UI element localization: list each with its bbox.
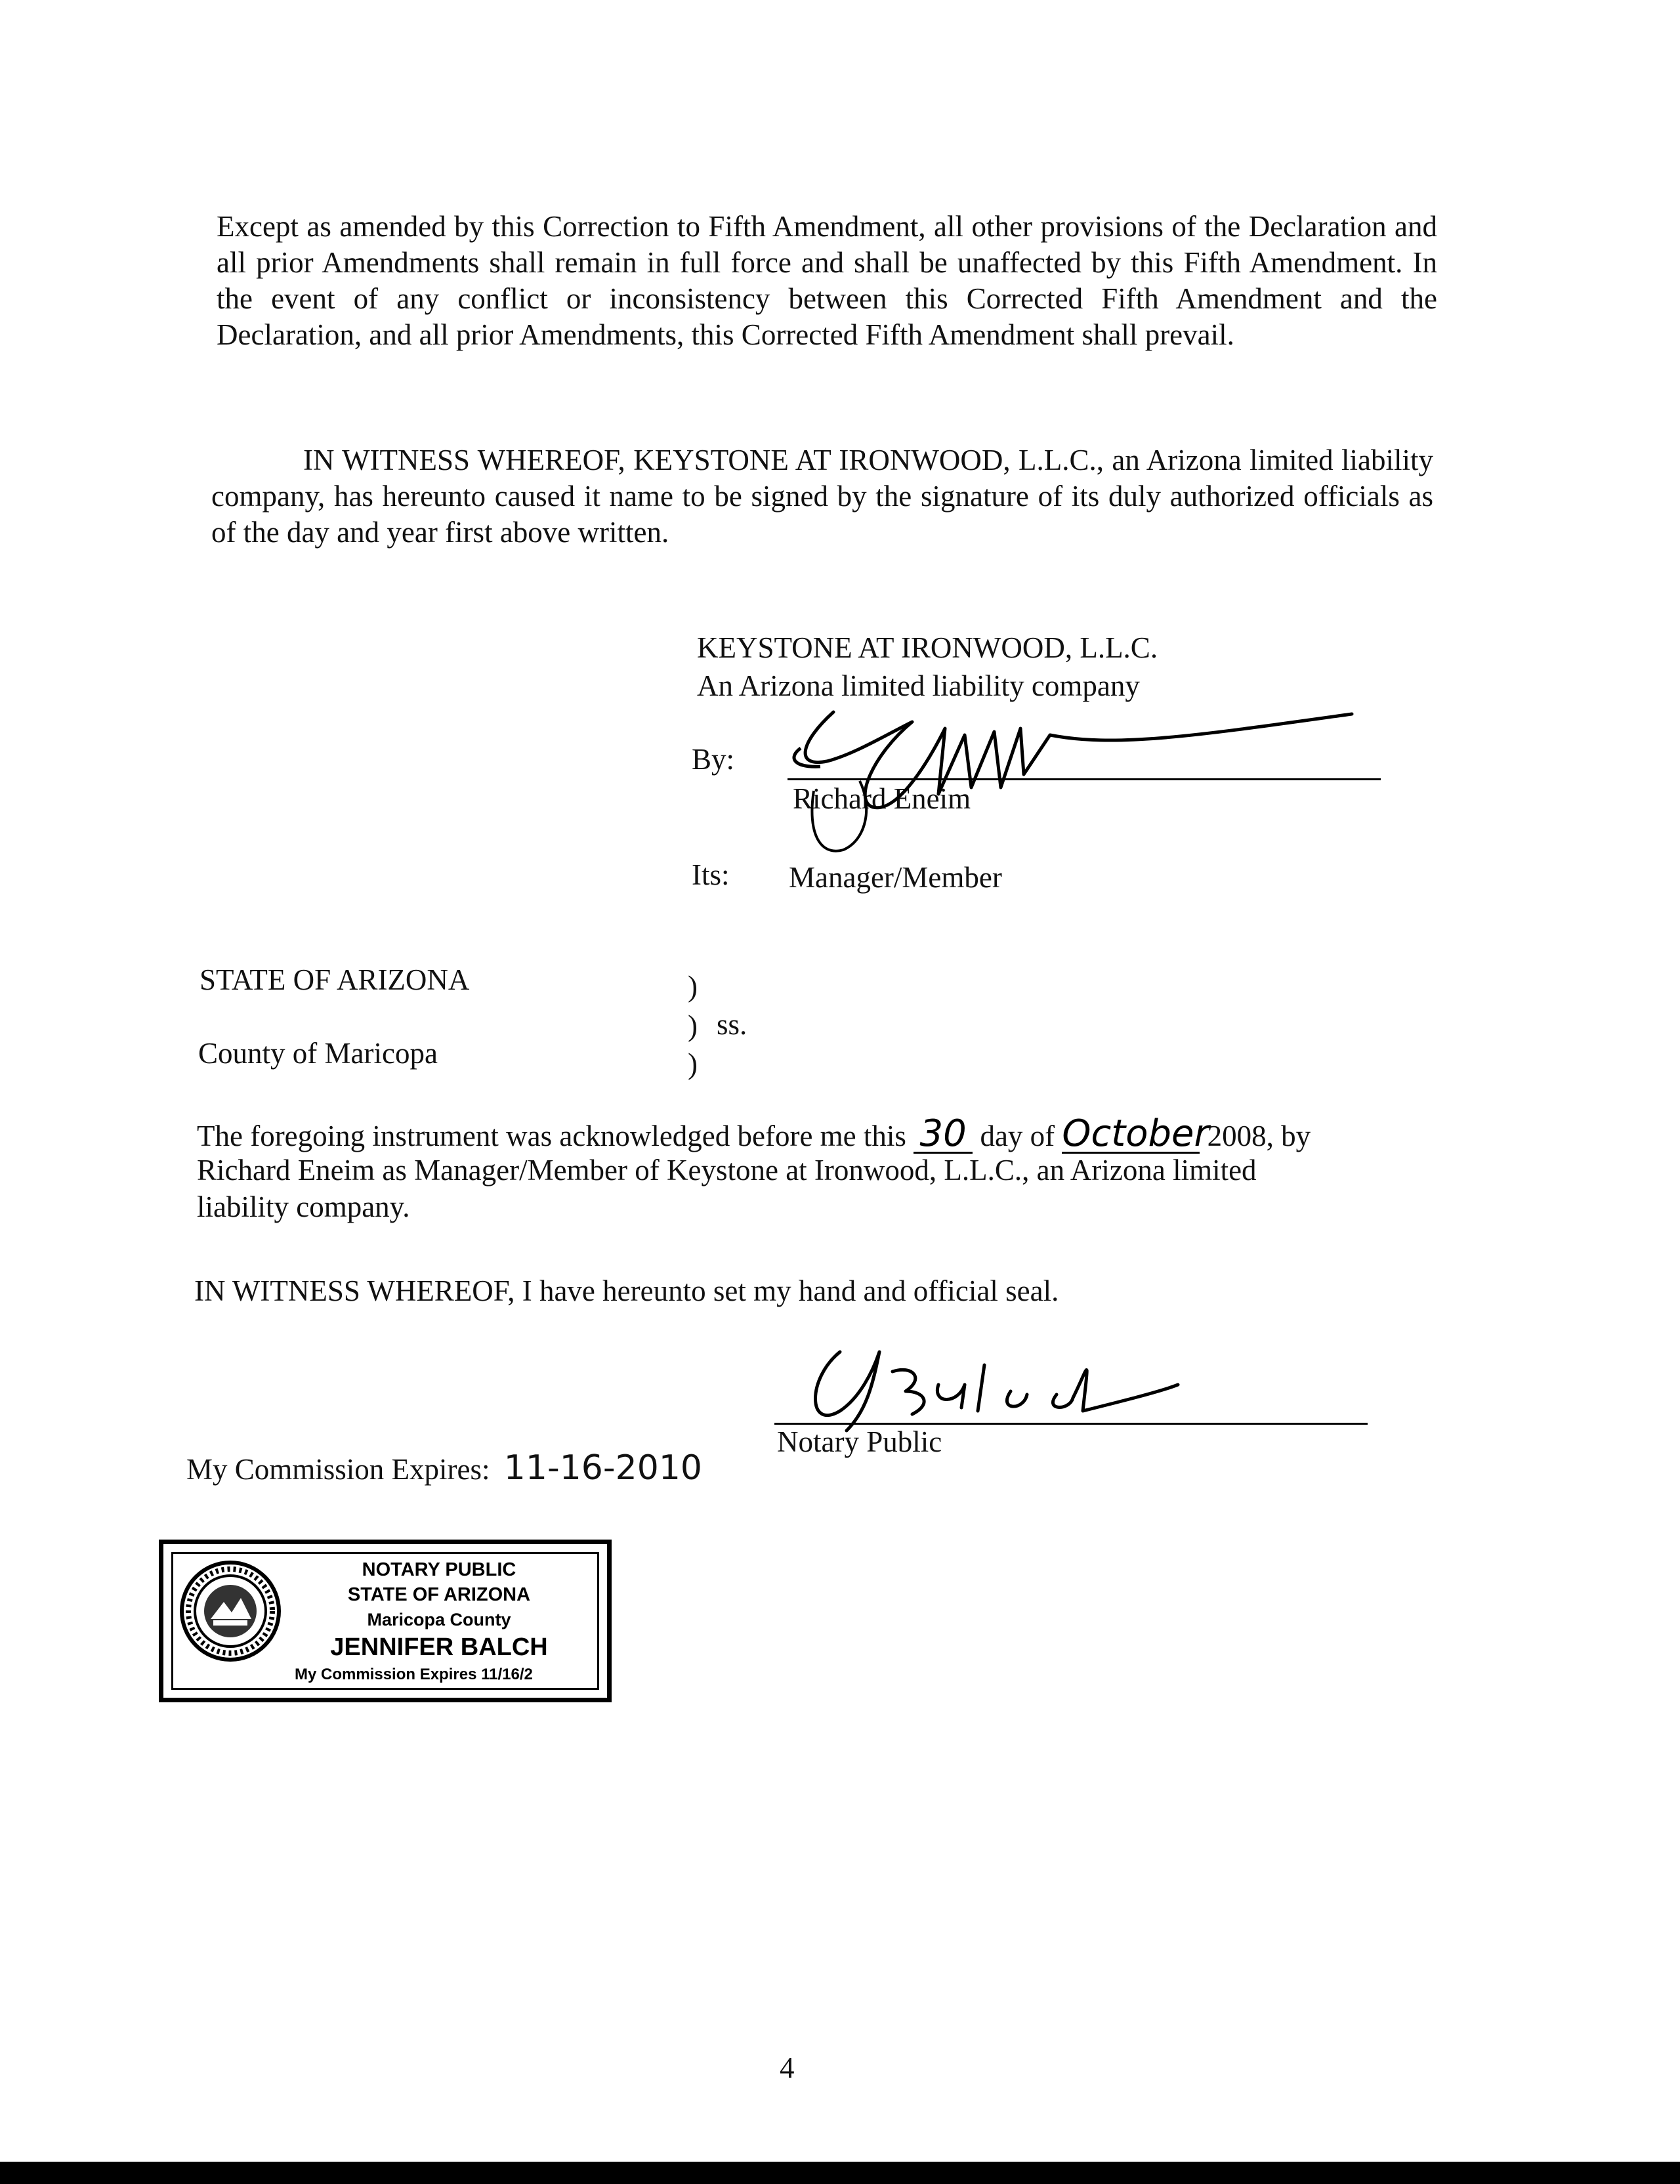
notary-label: Notary Public [777, 1425, 942, 1458]
scan-bottom-border [0, 2162, 1680, 2184]
stamp-line-5: My Commission Expires 11/16/2 [295, 1666, 533, 1683]
ack-text-before-day: The foregoing instrument was acknowledged before me this [197, 1120, 906, 1152]
stamp-line-4: JENNIFER BALCH [330, 1633, 548, 1661]
stamp-line-3: Maricopa County [367, 1610, 511, 1629]
company-name: KEYSTONE AT IRONWOOD, L.L.C. [697, 631, 1158, 664]
signer-name: Richard Eneim [793, 782, 971, 815]
stamp-line-1: NOTARY PUBLIC [362, 1559, 516, 1580]
venue-paren-2: ) [688, 1009, 698, 1042]
notary-stamp [159, 1540, 612, 1702]
commission-label: My Commission Expires: [186, 1453, 490, 1486]
acknowledgment-line-1 [197, 1112, 1431, 1155]
commission-date-handwritten: 11-16-2010 [503, 1448, 702, 1488]
company-type: An Arizona limited liability company [697, 669, 1140, 702]
paragraph-witness: IN WITNESS WHEREOF, KEYSTONE AT IRONWOOD, L.L.C., an Arizona limited liability company, has hereunto caused it name to be signed by the signature of its duly authorized officials as of the day and year first above written. [211, 444, 1433, 549]
state-label: STATE OF ARIZONA [200, 963, 470, 996]
venue-ss: ss. [717, 1008, 747, 1041]
ack-month-handwritten: October [1062, 1112, 1209, 1155]
manager-signature [774, 696, 1365, 866]
its-value: Manager/Member [789, 861, 1002, 894]
arizona-seal-icon [178, 1559, 283, 1664]
ack-day-handwritten: 30 [914, 1116, 973, 1154]
ack-text-day-of: day of [980, 1120, 1055, 1152]
venue-paren-3: ) [688, 1047, 698, 1080]
its-label: Its: [692, 858, 730, 891]
page-number: 4 [780, 2051, 795, 2084]
county-label: County of Maricopa [198, 1037, 438, 1070]
acknowledgment-line-2: Richard Eneim as Manager/Member of Keystone at Ironwood, L.L.C., an Arizona limited [197, 1154, 1257, 1186]
venue-paren-1: ) [688, 970, 698, 1003]
stamp-line-2: STATE OF ARIZONA [347, 1584, 531, 1605]
stamp-text [295, 1557, 583, 1687]
commission-line [186, 1450, 702, 1488]
by-label: By: [692, 743, 735, 776]
witness-notary: IN WITNESS WHEREOF, I have hereunto set my hand and official seal. [194, 1274, 1059, 1307]
paragraph-except: Except as amended by this Correction to Fifth Amendment, all other provisions of the Declaration and all prior Amendments shall remain in full force and shall be unaffected by this Fifth Amendment. In the event of any conflict or inconsistency between this Corrected Fifth Amendment and the Declaration, and all prior Amendments, this Corrected Fifth Amendment shall prevail. [217, 210, 1437, 351]
ack-text-after-month: 2008, by [1207, 1120, 1311, 1152]
acknowledgment-line-3: liability company. [197, 1190, 410, 1223]
